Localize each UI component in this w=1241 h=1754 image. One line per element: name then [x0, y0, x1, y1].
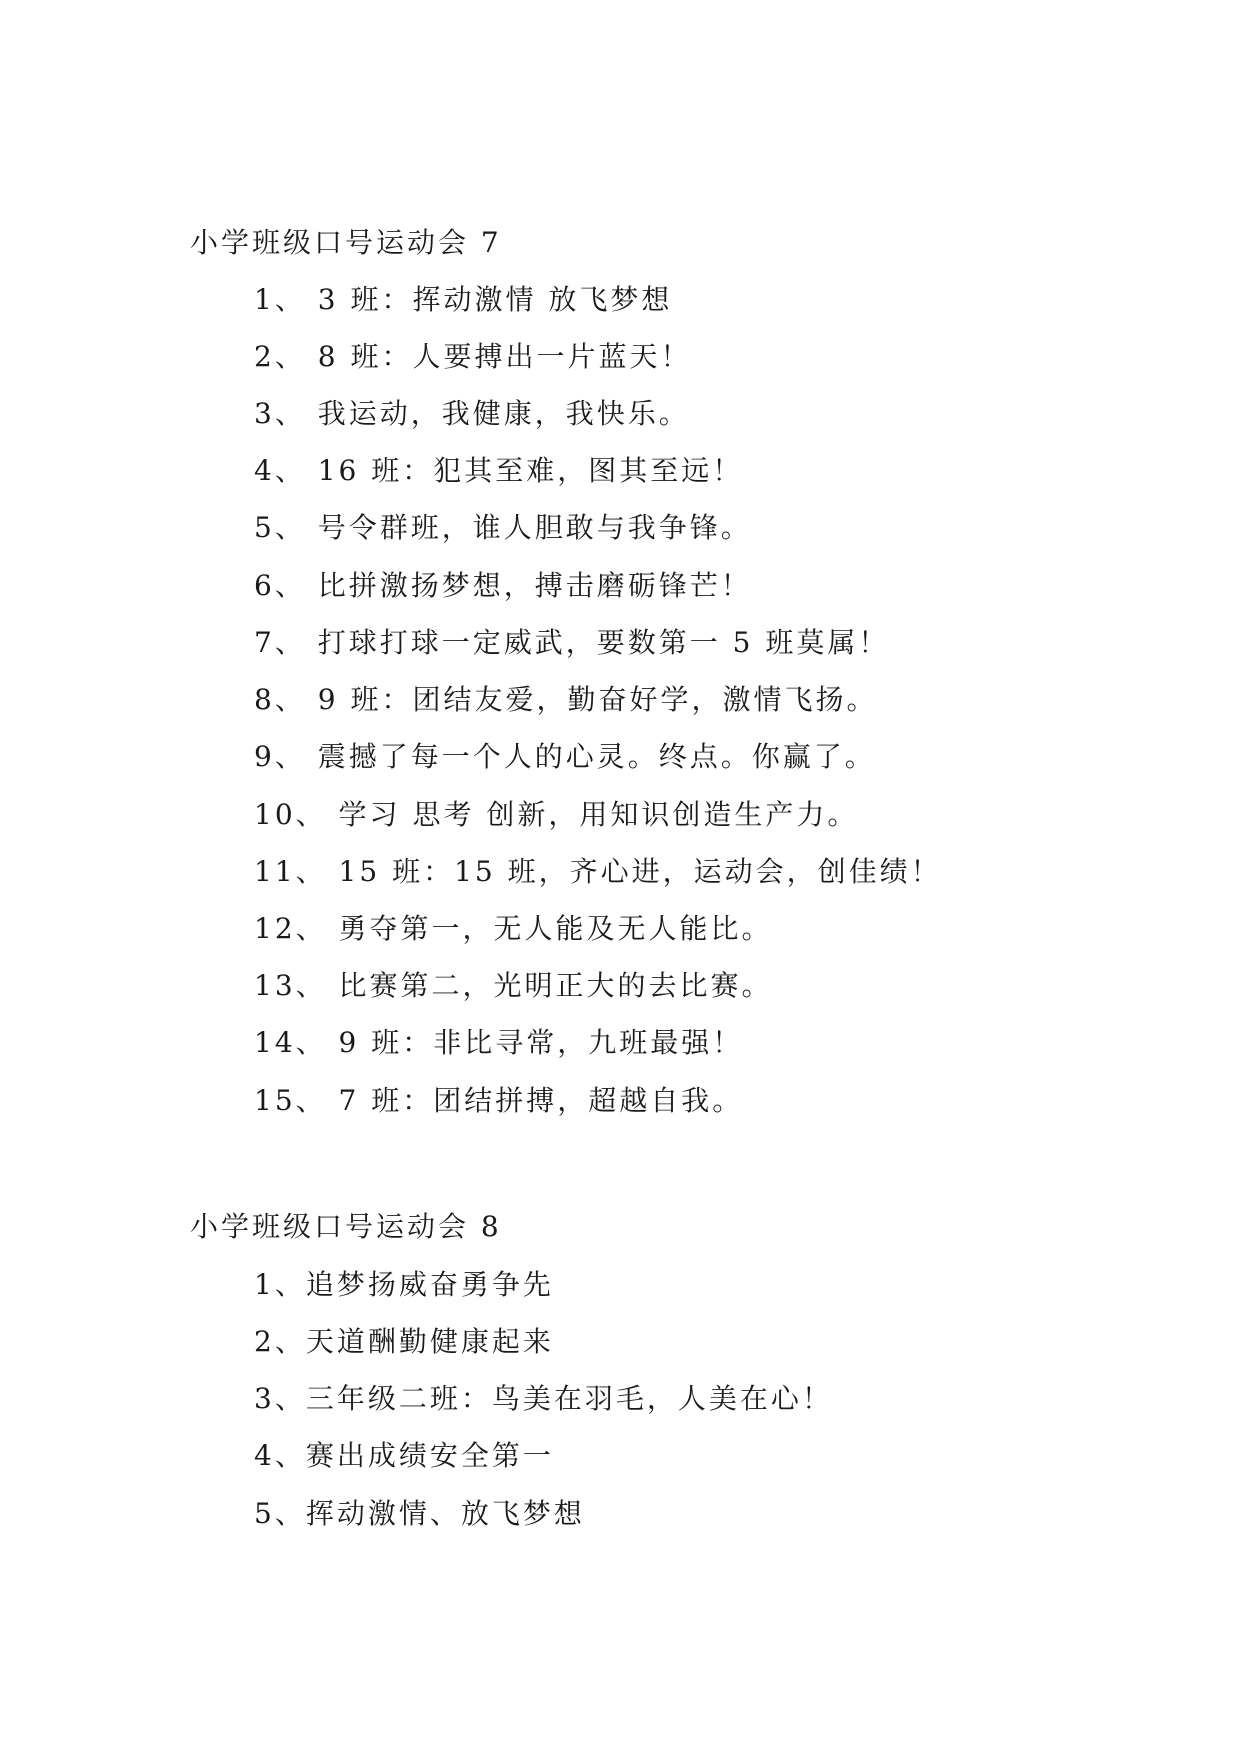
item-number: 2、	[254, 1325, 306, 1358]
item-text: 9 班：团结友爱，勤奋好学，激情飞扬。	[317, 683, 878, 716]
section-title: 小学班级口号运动会 8	[190, 1210, 502, 1243]
item-text: 勇夺第一，无人能及无人能比。	[338, 912, 773, 945]
list-item	[254, 394, 690, 434]
item-text: 8 班：人要搏出一片蓝天！	[317, 340, 692, 373]
item-number: 11、	[254, 855, 327, 888]
list-item	[254, 737, 876, 777]
list-item	[254, 680, 877, 720]
item-text: 追梦扬威奋勇争先	[305, 1268, 554, 1301]
list-item	[254, 1081, 743, 1121]
list-item	[254, 1023, 743, 1063]
list-item	[254, 1322, 554, 1362]
item-number: 8、	[254, 683, 306, 716]
list-item	[254, 909, 773, 949]
list-item	[254, 1436, 554, 1476]
item-number: 6、	[254, 569, 306, 602]
list-item	[254, 566, 752, 606]
item-text: 15 班：15 班，齐心进，运动会，创佳绩！	[338, 855, 942, 888]
list-item	[254, 337, 691, 377]
item-text: 学习 思考 创新，用知识创造生产力。	[338, 798, 859, 831]
item-text: 三年级二班：鸟美在羽毛，人美在心！	[305, 1382, 833, 1415]
item-number: 14、	[254, 1026, 327, 1059]
item-text: 天道酬勤健康起来	[305, 1325, 554, 1358]
item-number: 4、	[254, 1439, 306, 1472]
item-number: 5、	[254, 511, 306, 544]
list-item	[254, 1265, 554, 1305]
item-number: 13、	[254, 969, 327, 1002]
item-text: 9 班：非比寻常，九班最强！	[338, 1026, 744, 1059]
item-number: 9、	[254, 740, 306, 773]
list-item	[254, 451, 743, 491]
list-item	[254, 966, 773, 1006]
item-text: 震撼了每一个人的心灵。终点。你赢了。	[317, 740, 876, 773]
list-item	[254, 852, 942, 892]
item-number: 4、	[254, 454, 306, 487]
item-number: 5、	[254, 1497, 306, 1530]
list-item	[254, 623, 889, 663]
item-text: 赛出成绩安全第一	[305, 1439, 554, 1472]
item-number: 2、	[254, 340, 306, 373]
item-text: 打球打球一定威武，要数第一 5 班莫属！	[317, 626, 890, 659]
item-number: 1、	[254, 283, 306, 316]
item-text: 我运动，我健康，我快乐。	[317, 397, 690, 430]
list-item	[254, 280, 672, 320]
item-number: 7、	[254, 626, 306, 659]
list-item	[254, 508, 752, 548]
item-text: 3 班：挥动激情 放飞梦想	[317, 283, 673, 316]
section-title: 小学班级口号运动会 7	[190, 226, 502, 259]
item-text: 挥动激情、放飞梦想	[305, 1497, 585, 1530]
list-item	[254, 1379, 833, 1419]
item-text: 7 班：团结拼搏，超越自我。	[338, 1084, 744, 1117]
item-number: 15、	[254, 1084, 327, 1117]
item-number: 10、	[254, 798, 327, 831]
item-number: 12、	[254, 912, 327, 945]
item-text: 16 班：犯其至难，图其至远！	[317, 454, 744, 487]
item-number: 1、	[254, 1268, 306, 1301]
item-text: 比拼激扬梦想，搏击磨砺锋芒！	[317, 569, 752, 602]
item-text: 比赛第二，光明正大的去比赛。	[338, 969, 773, 1002]
item-text: 号令群班，谁人胆敢与我争锋。	[317, 511, 752, 544]
list-item	[254, 795, 858, 835]
list-item	[254, 1494, 585, 1534]
item-number: 3、	[254, 1382, 306, 1415]
item-number: 3、	[254, 397, 306, 430]
